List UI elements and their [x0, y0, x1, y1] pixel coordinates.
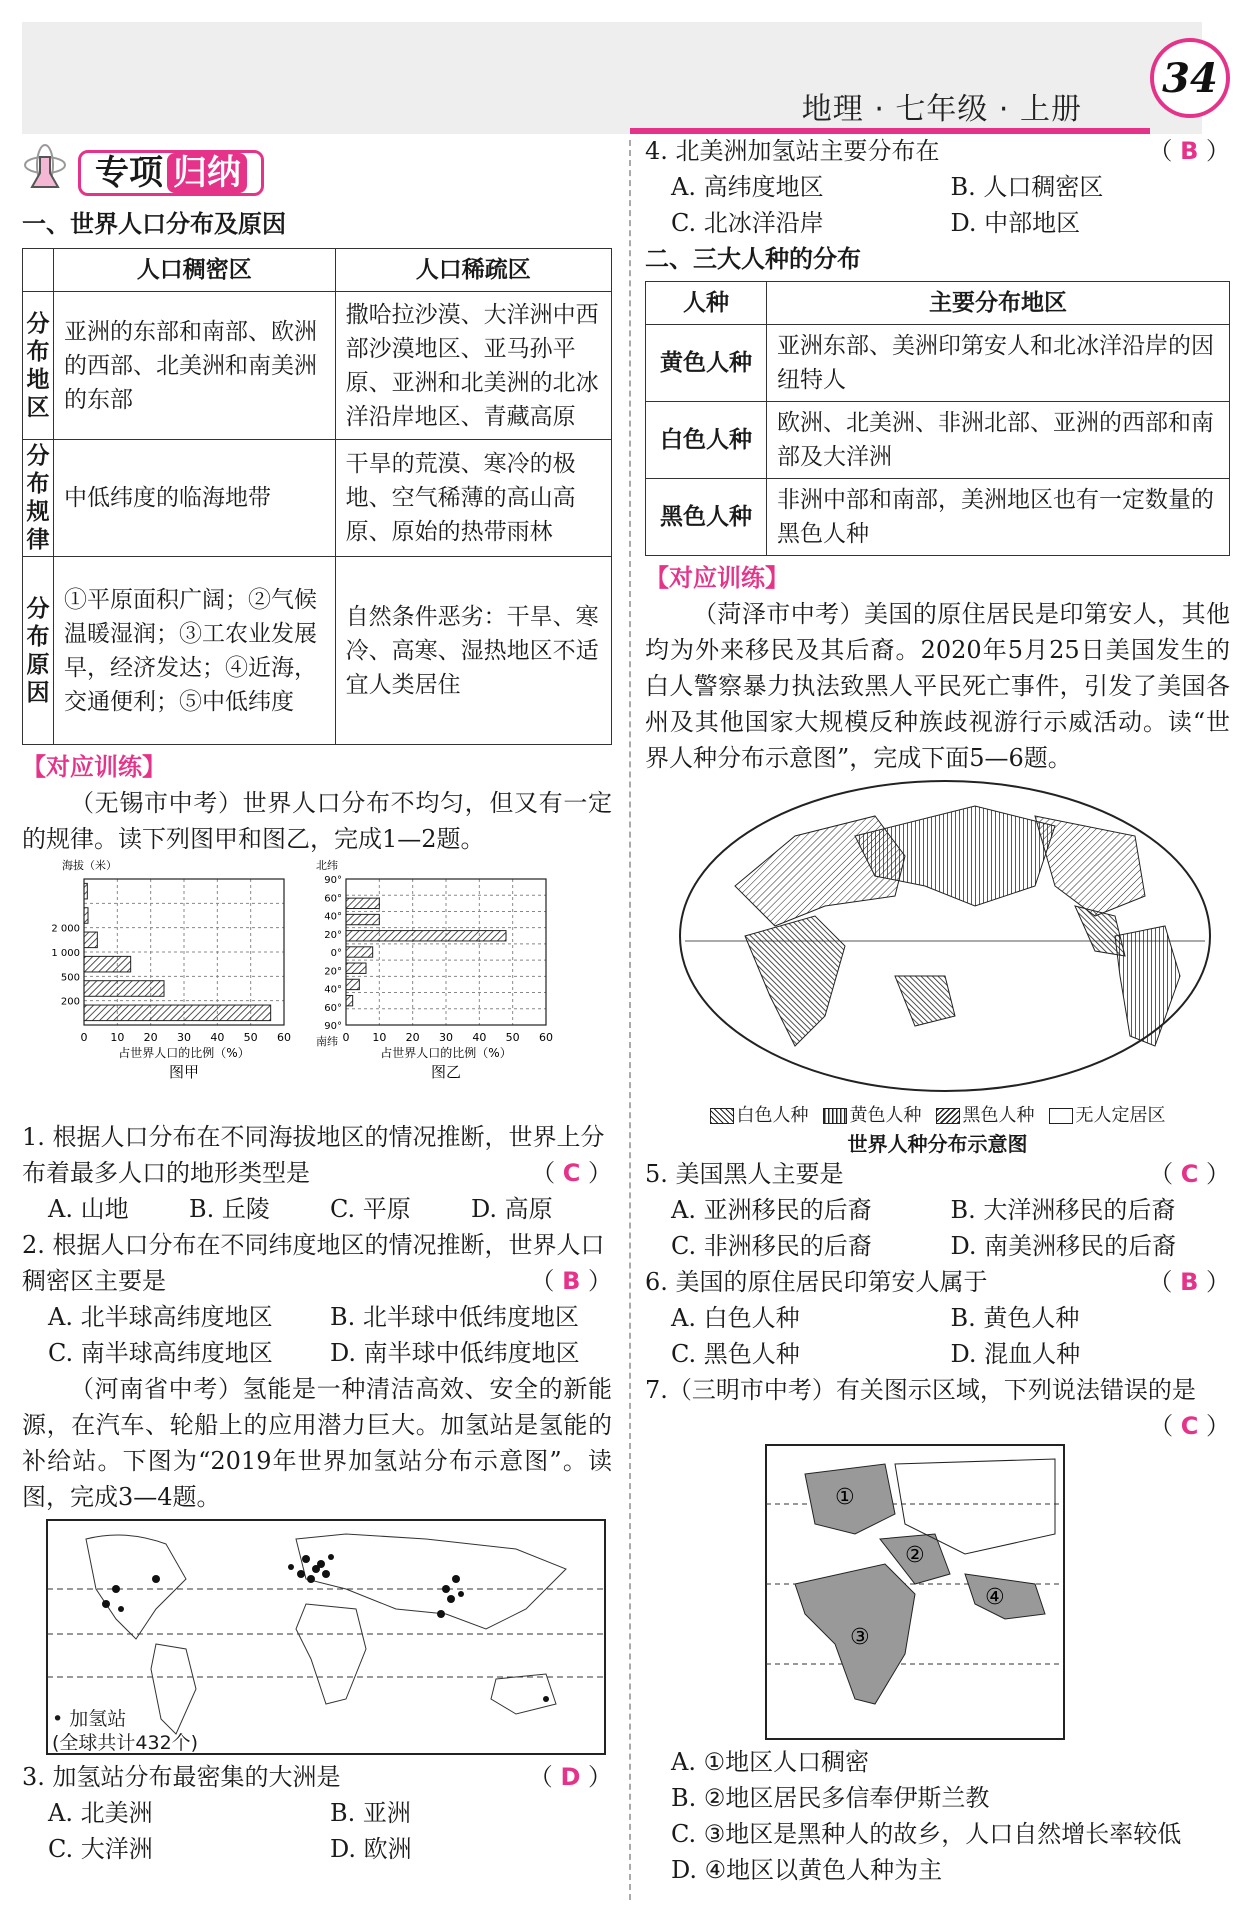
training-intro-2: （河南省中考）氢能是一种清洁高效、安全的新能源，在汽车、轮船上的应用潜力巨大。加氢站是氢能的补给站。下图为“2019年世界加氢站分布示意图”。读图，完成3—4题。 [22, 1375, 612, 1511]
bar [84, 1005, 271, 1021]
y-axis-label: 海拔（米） [62, 859, 117, 872]
answer-4: B [1180, 137, 1199, 165]
race-area: 亚洲东部、美洲印第安人和北冰洋沿岸的因纽特人 [767, 325, 1230, 402]
y-tick-label: 20° [324, 966, 342, 978]
marker-1: ① [835, 1485, 855, 1510]
page-number: 34 [1150, 38, 1230, 118]
option[interactable]: B. 人口稠密区 [950, 173, 1104, 201]
table-cell: 干旱的荒漠、寒冷的极地、空气稀薄的高山高原、原始的热带雨林 [335, 440, 611, 557]
y-tick-label: 500 [60, 972, 80, 984]
bar [84, 908, 88, 924]
y-tick-label: 1 000 [51, 948, 80, 959]
option[interactable]: B. 黄色人种 [950, 1304, 1080, 1332]
race-area: 非洲中部和南部，美洲地区也有一定数量的黑色人种 [767, 479, 1230, 556]
marker-2: ② [905, 1543, 925, 1568]
region-map [645, 1444, 1230, 1744]
question-5: 5. 美国黑人主要是 [645, 1160, 844, 1188]
table-cell: 自然条件恶劣：干旱、寒冷、高寒、湿热地区不适宜人类居住 [335, 557, 611, 745]
option[interactable]: B. 丘陵 [189, 1195, 270, 1223]
table-cell: 撒哈拉沙漠、大洋洲中西部沙漠地区、亚马孙平原、亚洲和北美洲的北冰洋沿岸地区、青藏高原 [335, 292, 611, 440]
training-intro: （无锡市中考）世界人口分布不均匀，但又有一定的规律。读下列图甲和图乙，完成1—2题。 [22, 789, 612, 853]
option[interactable]: A. 山地 [48, 1195, 129, 1223]
bar [84, 932, 97, 948]
x-tick-label: 60 [539, 1031, 553, 1044]
option[interactable]: D. 欧洲 [330, 1835, 412, 1863]
options-3 [22, 1795, 612, 1867]
question-3: 3. 加氢站分布最密集的大洲是 [22, 1763, 341, 1791]
chart-title: 图甲 [168, 1063, 200, 1081]
options-1 [22, 1191, 612, 1227]
question-1: 1. 根据人口分布在不同海拔地区的情况推断，世界上分布着最多人口的地形类型是 [22, 1123, 605, 1187]
x-tick-label: 20 [405, 1031, 420, 1044]
race-map-caption: 世界人种分布示意图 [847, 1132, 1028, 1156]
option[interactable]: C. 南半球高纬度地区 [48, 1339, 273, 1367]
race-map [645, 776, 1230, 1156]
question-2: 2. 根据人口分布在不同纬度地区的情况推断，世界人口稠密区主要是 [22, 1231, 605, 1295]
option[interactable]: D. 高原 [471, 1195, 553, 1223]
world-race-map [675, 776, 1215, 1096]
bar [84, 883, 87, 899]
answer-1: C [562, 1159, 581, 1187]
training-label: 【对应训练】 [22, 753, 166, 781]
y-tick-label: 60° [324, 1002, 342, 1014]
option[interactable]: B. ②地区居民多信奉伊斯兰教 [671, 1784, 990, 1812]
training-intro-3: （菏泽市中考）美国的原住居民是印第安人，其他均为外来移民及其后裔。2020年5月25日美国发生的白人警察暴力执法致黑人平民死亡事件，引发了美国各州及其他国家大规模反种族歧视游行示威活动。读“世界人种分布示意图”，完成下面5—6题。 [645, 600, 1230, 772]
option[interactable]: A. 高纬度地区 [671, 173, 824, 201]
marker-3: ③ [850, 1625, 870, 1650]
africa-eurasia-map [765, 1444, 1065, 1740]
section-title-2: 二、三大人种的分布 [645, 245, 861, 273]
answer-5: C [1180, 1160, 1199, 1188]
flask-icon [22, 143, 68, 203]
charts-figure [22, 857, 612, 1119]
section-title: 一、世界人口分布及原因 [22, 210, 286, 238]
option[interactable]: A. ①地区人口稠密 [671, 1748, 870, 1776]
race-area: 欧洲、北美洲、非洲北部、亚洲的西部和南部及大洋洲 [767, 402, 1230, 479]
row-label: 分布地区 [23, 292, 54, 440]
book-title: 地理 · 七年级 · 上册 [801, 92, 1082, 127]
bar [346, 931, 506, 941]
option[interactable]: B. 大洋洲移民的后裔 [950, 1196, 1176, 1224]
race-label: 黑色人种 [646, 479, 767, 556]
table-header-sparse: 人口稀疏区 [335, 249, 611, 292]
x-tick-label: 50 [505, 1031, 520, 1044]
y-tick-label: 60° [324, 893, 342, 905]
x-tick-label: 30 [439, 1031, 453, 1044]
options-6 [645, 1300, 1230, 1372]
x-tick-label: 10 [110, 1031, 125, 1044]
y-tick-label: 20° [324, 929, 342, 941]
option[interactable]: A. 白色人种 [671, 1304, 800, 1332]
y-tick-label: 40° [324, 911, 342, 923]
y-tick-label: 2 000 [51, 923, 80, 935]
race-label: 白色人种 [646, 402, 767, 479]
row-label: 分布原因 [23, 557, 54, 745]
x-tick-label: 40 [472, 1031, 487, 1044]
y-axis-label-bottom: 南纬 [316, 1035, 338, 1048]
uninhabited-swatch [1049, 1108, 1073, 1124]
table-cell: ①平原面积广阔；②气候温暖湿润；③工农业发展早，经济发达；④近海，交通便利；⑤中低纬度 [54, 557, 336, 745]
table-header-dense: 人口稠密区 [54, 249, 336, 292]
bar [84, 981, 164, 997]
x-tick-label: 30 [177, 1031, 191, 1044]
option[interactable]: D. 南半球中低纬度地区 [330, 1339, 580, 1367]
marker-4: ④ [985, 1585, 1005, 1610]
chart-jia [22, 857, 302, 1119]
question-7: 7.（三明市中考）有关图示区域，下列说法错误的是 [645, 1376, 1196, 1404]
option[interactable]: C. 黑色人种 [671, 1340, 800, 1368]
option[interactable]: B. 亚洲 [330, 1799, 411, 1827]
question-4: 4. 北美洲加氢站主要分布在 [645, 137, 940, 165]
race-map-legend: 白色人种 黄色人种 黑色人种 无人定居区 [645, 1098, 1230, 1134]
options-2 [22, 1299, 612, 1371]
option[interactable]: B. 北半球中低纬度地区 [330, 1303, 579, 1331]
x-tick-label: 0 [80, 1031, 88, 1044]
bar [346, 947, 373, 957]
option[interactable]: A. 北半球高纬度地区 [48, 1303, 273, 1331]
x-tick-label: 20 [143, 1031, 158, 1044]
y-tick-label: 90° [324, 875, 342, 886]
x-tick-label: 10 [372, 1031, 387, 1044]
bar [346, 995, 353, 1005]
bar [84, 956, 131, 972]
answer-7: C [1180, 1412, 1199, 1440]
options-4 [645, 169, 1230, 241]
x-axis-label: 占世界人口的比例（%） [118, 1046, 250, 1060]
race-label: 黄色人种 [646, 325, 767, 402]
option[interactable]: D. 中部地区 [950, 209, 1081, 237]
table-cell: 中低纬度的临海地带 [54, 440, 336, 557]
table-header-area: 主要分布地区 [767, 282, 1230, 325]
option[interactable]: C. 北冰洋沿岸 [671, 209, 824, 237]
hydrogen-map [22, 1519, 612, 1759]
page-header [22, 22, 1202, 134]
bar [346, 914, 379, 924]
answer-6: B [1180, 1268, 1199, 1296]
answer-3: D [560, 1763, 581, 1791]
column-divider [629, 140, 631, 1900]
x-tick-label: 50 [243, 1031, 258, 1044]
option[interactable]: A. 北美洲 [48, 1799, 153, 1827]
bar [346, 963, 366, 973]
training-label-2: 【对应训练】 [645, 564, 789, 592]
chart-title: 图乙 [430, 1063, 462, 1081]
map-legend-total: (全球共计432个) [52, 1732, 199, 1754]
y-tick-label: 200 [60, 996, 80, 1008]
option[interactable]: D. 南美洲移民的后裔 [950, 1232, 1177, 1260]
option[interactable]: D. ④地区以黄色人种为主 [671, 1856, 943, 1884]
option[interactable]: C. 非洲移民的后裔 [671, 1232, 872, 1260]
x-tick-label: 40 [210, 1031, 225, 1044]
option[interactable]: C. ③地区是黑种人的故乡，人口自然增长率较低 [671, 1820, 1182, 1848]
table-cell: 亚洲的东部和南部、欧洲的西部、北美洲和南美洲的东部 [54, 292, 336, 440]
map-legend-item: • 加氢站 [52, 1708, 127, 1730]
x-tick-label: 0 [342, 1031, 350, 1044]
x-tick-label: 60 [277, 1031, 291, 1044]
white-race-swatch [710, 1108, 734, 1124]
badge-label: 专项 归纳 [78, 150, 264, 196]
option[interactable]: A. 亚洲移民的后裔 [671, 1196, 872, 1224]
y-axis-label: 北纬 [316, 859, 338, 872]
x-axis-label: 占世界人口的比例（%） [380, 1046, 512, 1060]
right-column: 4. 北美洲加氢站主要分布在 （ B ） A. 高纬度地区 B. 人口稠密区 C. 北冰洋沿岸 D. 中部地区 二、三大人种的分布 人种 主要分布地区 黄色人种 亚洲东部、美洲印第安人和北冰洋沿岸的因纽特人 白色人种 欧洲、北美洲、非洲北部、亚洲的西部和南部及大洋洲 黑色人种 非洲中部和南部，美洲地区也有一定数量的黑色人种 【对应训练】 （菏泽市中考）美国的原住居民是印第安人，其他均为外来移民及其后裔。2020年5月25日美国发生的白人警察暴力执法致黑人平民死亡事件，引发了美国各州及其他国家大规模反种族歧视游行示威活动。读“世界人种分布示意图”，完成下面5—6题。 白色人种 黄色人种 黑色人种 无人定居区 世界人种分布示意图 5. 美国黑人主要是 （ C ） A. 亚洲移民的后裔 B. 大洋洲移民的后裔 C. 非洲移民的后裔 D. 南美洲移民的后裔 6. 美国的原住居民印第安人属于 （ B ） A. 白色人种 B. 黄色人种 C. 黑色人种 D. 混血人种 7.（三明市中考）有关图示区域，下列说法错误的是 （ C ） ① ② ③ ④ A. ①地区人口稠密 B. ②地区居民多信奉伊斯兰教 C. ③地区是黑种人的故乡，人口自然增长率较低 D. ④地区以黄色人种为主 [645, 133, 1230, 1888]
chart-yi [312, 857, 612, 1119]
question-6: 6. 美国的原住居民印第安人属于 [645, 1268, 988, 1296]
bar [346, 898, 379, 908]
option[interactable]: D. 混血人种 [950, 1340, 1081, 1368]
left-column: 专项 归纳 一、世界人口分布及原因 人口稠密区 人口稀疏区 分布地区 亚洲的东部和南部、欧洲的西部、北美洲和南美洲的东部 撒哈拉沙漠、大洋洲中西部沙漠地区、亚马孙平原、亚洲和北美洲的北冰洋沿岸地区、青藏高原 分布规律 中低纬度的临海地带 干旱的荒漠、寒冷的极地、空气稀薄的高山高原、原始的热带雨林 分布原因 ①平原面积广阔；②气候温暖湿润；③工农业发展早，经济发达；④近海，交通便利；⑤中低纬度 自然条件恶劣：干旱、寒冷、高寒、湿热地区不适宜人类居住 【对应训练】 （无锡市中考）世界人口分布不均匀，但又有一定的规律。读下列图甲和图乙，完成1—2题。 0 10 20 30 40 50 60 200 500 1 000 2 000 海拔（米） 占世界人口的比例（%） 图甲 0 10 20 30 40 50 60 90° 60° 40° 20° 0° 20° 40° 60° 90° 北纬 南纬 占世界人口的比例（%） 图乙 1. 根据人口分布在不同海拔地区的情况推断，世界上分布着最多人口的地形类型是 （ C ） A. 山地 B. 丘陵 C. 平原 D. 高原 2. 根据人口分布在不同纬度地区的情况推断，世界人口稠密区主要是 （ B ） A. 北半球高纬度地区 B. 北半球中低纬度地区 C. 南半球高纬度地区 D. 南半球中低纬度地区 （河南省中考）氢能是一种清洁高效、安全的新能源，在汽车、轮船上的应用潜力巨大。加氢站是氢能的补给站。下图为“2019年世界加氢站分布示意图”。读图，完成3—4题。 • 加氢站 (全球共计432个) 3. 加氢站分布最密集的大洲是 （ D ） A. 北美洲 B. 亚洲 C. 大洋洲 D. 欧洲 [22, 140, 612, 1867]
race-table [645, 281, 1230, 556]
section-badge [22, 140, 612, 206]
table-header-race: 人种 [646, 282, 767, 325]
population-table [22, 248, 612, 745]
y-tick-label: 90° [324, 1021, 342, 1032]
options-5 [645, 1192, 1230, 1264]
row-label: 分布规律 [23, 440, 54, 557]
option[interactable]: C. 平原 [330, 1195, 411, 1223]
answer-2: B [562, 1267, 581, 1295]
option[interactable]: C. 大洋洲 [48, 1835, 153, 1863]
black-race-swatch [936, 1108, 960, 1124]
bar [346, 979, 359, 989]
y-tick-label: 0° [330, 948, 342, 959]
yellow-race-swatch [823, 1108, 847, 1124]
y-tick-label: 40° [324, 984, 342, 996]
